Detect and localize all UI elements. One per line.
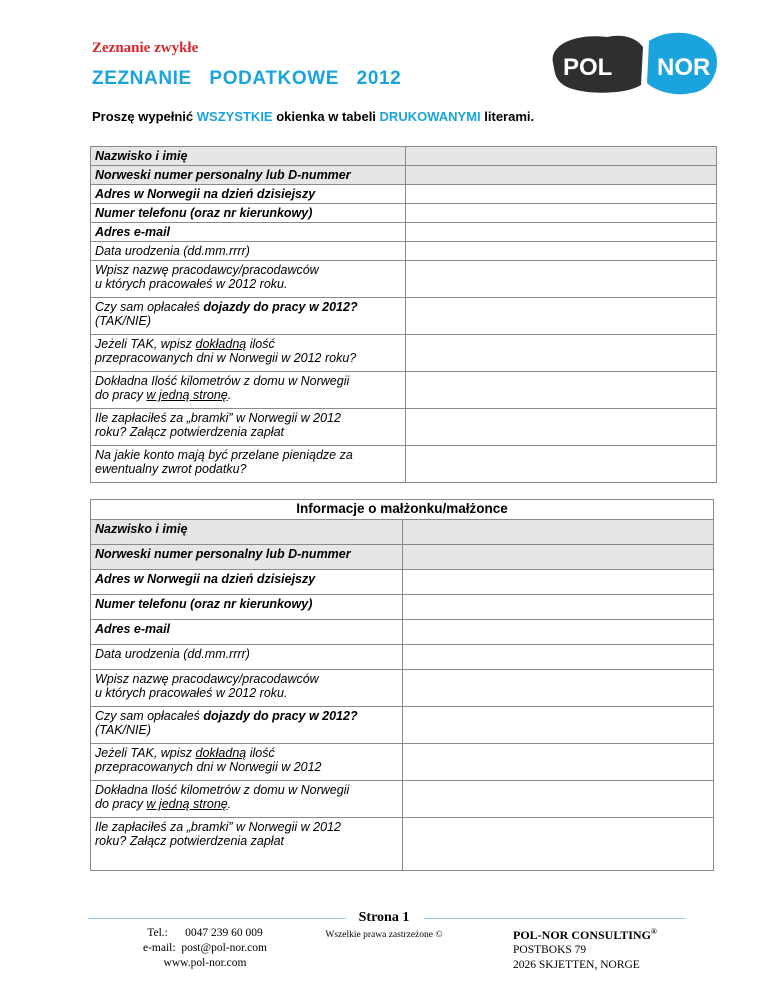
contact-phone: Tel.: 0047 239 60 009 xyxy=(147,927,263,939)
taxpayer-phone-field[interactable] xyxy=(406,204,717,223)
taxpayer-days-field[interactable] xyxy=(406,335,717,372)
taxpayer-employer-label: Wpisz nazwę pracodawcy/pracodawców u których pracowałeś w 2012 roku. xyxy=(91,261,406,298)
spouse-table xyxy=(90,499,714,871)
taxpayer-name-label: Nazwisko i imię xyxy=(91,147,406,166)
company-info xyxy=(513,924,657,973)
taxpayer-employer-field[interactable] xyxy=(406,261,717,298)
company-address-line2: 2026 SKJETTEN, NORGE xyxy=(513,959,640,971)
contact-email[interactable]: e-mail: post@pol-nor.com xyxy=(143,942,267,954)
spouse-address-label: Adres w Norwegii na dzień dzisiejszy xyxy=(91,570,403,595)
spouse-name-label: Nazwisko i imię xyxy=(91,520,403,545)
company-name: POL-NOR CONSULTING® xyxy=(513,927,657,942)
spouse-pnr-label: Norweski numer personalny lub D-nummer xyxy=(91,545,403,570)
taxpayer-phone-label: Numer telefonu (oraz nr kierunkowy) xyxy=(91,204,406,223)
spouse-birthdate-label: Data urodzenia (dd.mm.rrrr) xyxy=(91,645,403,670)
taxpayer-email-field[interactable] xyxy=(406,223,717,242)
page-title: ZEZNANIE PODATKOWE 2012 xyxy=(92,68,402,89)
taxpayer-table xyxy=(90,146,717,483)
spouse-employer-field[interactable] xyxy=(402,670,714,707)
spouse-employer-label: Wpisz nazwę pracodawcy/pracodawców u których pracowałeś w 2012 roku. xyxy=(91,670,403,707)
taxpayer-pnr-label: Norweski numer personalny lub D-nummer xyxy=(91,166,406,185)
taxpayer-address-label: Adres w Norwegii na dzień dzisiejszy xyxy=(91,185,406,204)
copyright-notice: Wszelkie prawa zastrzeżone © xyxy=(325,930,443,940)
taxpayer-name-field[interactable] xyxy=(406,147,717,166)
spouse-distance-field[interactable] xyxy=(402,781,714,818)
spouse-phone-label: Numer telefonu (oraz nr kierunkowy) xyxy=(91,595,403,620)
spouse-pnr-field[interactable] xyxy=(402,545,714,570)
spouse-days-label: Jeżeli TAK, wpisz dokładną ilość przepracowanych dni w Norwegii w 2012 xyxy=(91,744,403,781)
logo-text-pol: POL xyxy=(563,54,613,81)
taxpayer-tolls-field[interactable] xyxy=(406,409,717,446)
taxpayer-distance-label: Dokładna Ilość kilometrów z domu w Norwegii do pracy w jedną stronę. xyxy=(91,372,406,409)
spouse-email-field[interactable] xyxy=(402,620,714,645)
pol-nor-logo xyxy=(545,25,720,105)
spouse-birthdate-field[interactable] xyxy=(402,645,714,670)
taxpayer-days-label: Jeżeli TAK, wpisz dokładną ilość przepracowanych dni w Norwegii w 2012 roku? xyxy=(91,335,406,372)
spouse-email-label: Adres e-mail xyxy=(91,620,403,645)
spouse-days-field[interactable] xyxy=(402,744,714,781)
taxpayer-tolls-label: Ile zapłaciłeś za „bramki” w Norwegii w 2012 roku? Załącz potwierdzenia zapłat xyxy=(91,409,406,446)
spouse-distance-label: Dokładna Ilość kilometrów z domu w Norwegii do pracy w jedną stronę. xyxy=(91,781,403,818)
taxpayer-commute-field[interactable] xyxy=(406,298,717,335)
taxpayer-distance-field[interactable] xyxy=(406,372,717,409)
spouse-tolls-field[interactable] xyxy=(402,818,714,871)
spouse-commute-field[interactable] xyxy=(402,707,714,744)
taxpayer-commute-label: Czy sam opłacałeś dojazdy do pracy w 2012? (TAK/NIE) xyxy=(91,298,406,335)
instructions: Proszę wypełnić WSZYSTKIE okienka w tabeli DRUKOWANYMI literami. xyxy=(92,109,535,124)
spouse-tolls-label: Ile zapłaciłeś za „bramki” w Norwegii w 2012 roku? Załącz potwierdzenia zapłat xyxy=(91,818,403,871)
page-number: Strona 1 xyxy=(358,910,410,925)
taxpayer-account-field[interactable] xyxy=(406,446,717,483)
taxpayer-pnr-field[interactable] xyxy=(406,166,717,185)
taxpayer-birthdate-label: Data urodzenia (dd.mm.rrrr) xyxy=(91,242,406,261)
contact-info xyxy=(100,926,310,971)
spouse-commute-label: Czy sam opłacałeś dojazdy do pracy w 2012? (TAK/NIE) xyxy=(91,707,403,744)
taxpayer-address-field[interactable] xyxy=(406,185,717,204)
taxpayer-account-label: Na jakie konto mają być przelane pieniądze za ewentualny zwrot podatku? xyxy=(91,446,406,483)
spouse-address-field[interactable] xyxy=(402,570,714,595)
taxpayer-email-label: Adres e-mail xyxy=(91,223,406,242)
spouse-phone-field[interactable] xyxy=(402,595,714,620)
document-type: Zeznanie zwykłe xyxy=(92,40,199,56)
contact-website[interactable]: www.pol-nor.com xyxy=(163,957,247,969)
spouse-name-field[interactable] xyxy=(402,520,714,545)
logo-text-nor: NOR xyxy=(657,54,711,81)
spouse-section-title: Informacje o małżonku/małżonce xyxy=(91,500,714,520)
taxpayer-birthdate-field[interactable] xyxy=(406,242,717,261)
company-address-line1: POSTBOKS 79 xyxy=(513,944,587,956)
